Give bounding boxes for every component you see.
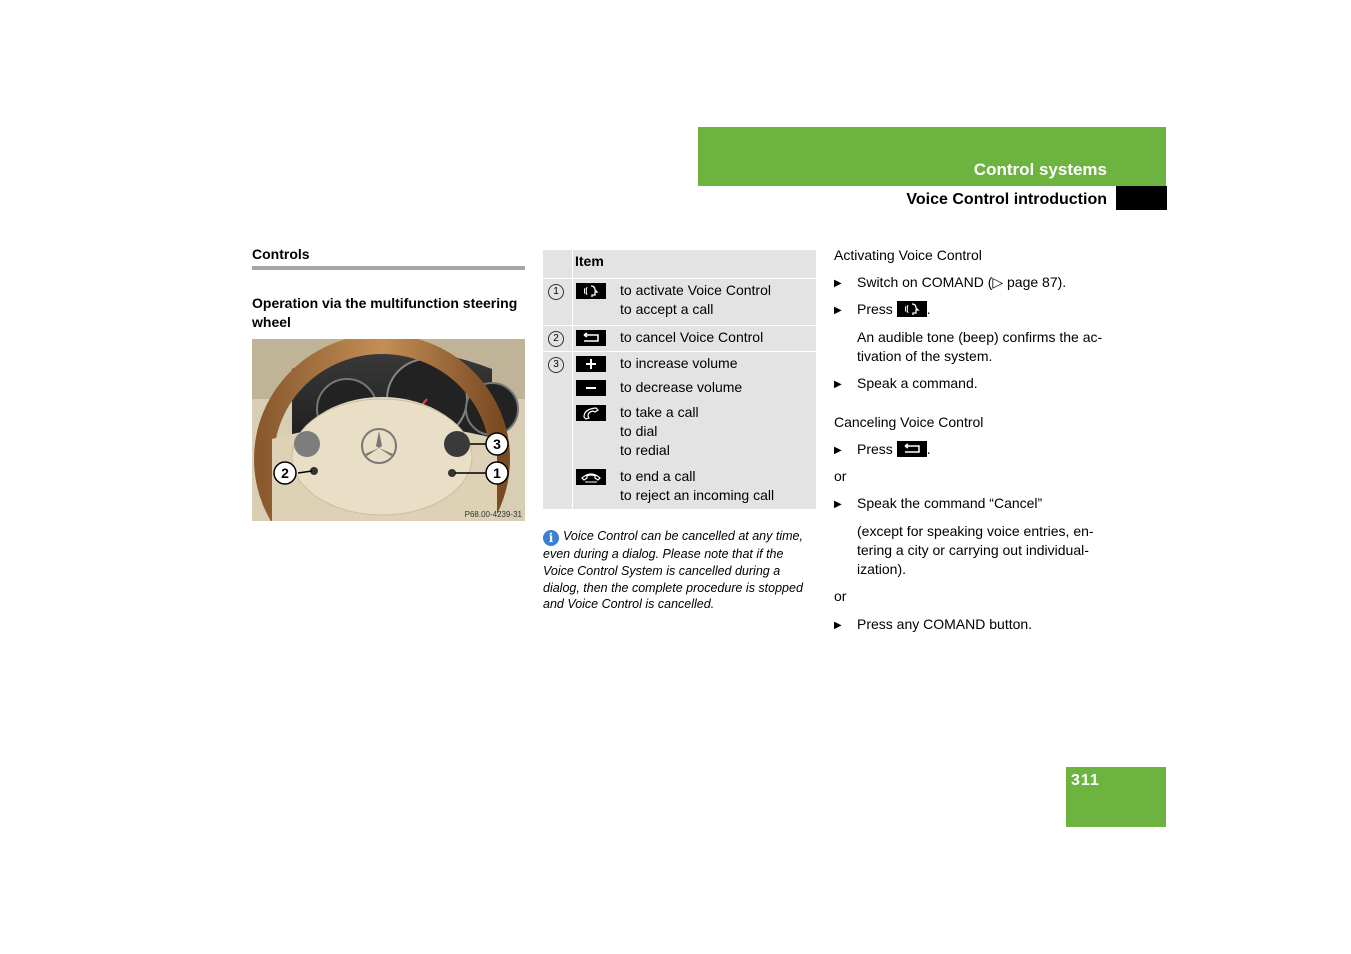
row-text: to cancel Voice Control: [620, 329, 764, 345]
phone-hangup-icon: [576, 469, 606, 485]
back-icon: [576, 330, 606, 346]
or-text: or: [834, 588, 847, 604]
row-text: to accept a call: [620, 301, 714, 317]
controls-heading: Controls: [252, 246, 310, 262]
plus-icon: [576, 356, 606, 372]
row-text: to dial: [620, 423, 658, 439]
row-text: to take a call: [620, 404, 699, 420]
activating-step-3: ▶ Speak a command.: [834, 374, 1114, 394]
table-row: [543, 326, 816, 352]
controls-table: [543, 250, 816, 509]
bullet-icon: ▶: [834, 499, 842, 510]
table-row: [543, 401, 816, 465]
back-icon: [897, 441, 927, 457]
operation-subheading: Operation via the multifunction steering wheel: [252, 295, 518, 330]
image-code: P68.00-4239-31: [464, 510, 522, 519]
row-number: 1: [548, 284, 564, 300]
or-text: or: [834, 468, 847, 484]
row-text: to redial: [620, 442, 670, 458]
table-row: [543, 279, 816, 326]
image-callout-2: 2: [281, 465, 289, 481]
activating-heading: Activating Voice Control: [834, 247, 982, 263]
heading-rule: [252, 266, 525, 270]
bullet-icon: ▶: [834, 278, 842, 289]
row-text: to end a call: [620, 468, 696, 484]
info-note-text: Voice Control can be cancelled at any time, even during a dialog. Please note that if the Voice Control System is cancelled during a dialog, then the complete procedure is stopped and Voice Control is cancelled.: [543, 529, 803, 612]
row-text: to reject an incoming call: [620, 487, 775, 503]
activating-step-1: ▶ Switch on COMAND (▷ page 87).: [834, 273, 1114, 293]
table-row: [543, 352, 816, 377]
image-callout-3: 3: [493, 436, 501, 452]
phone-pickup-icon: [576, 405, 606, 421]
bullet-icon: ▶: [834, 305, 842, 316]
table-row: [543, 376, 816, 401]
image-callout-1: 1: [493, 465, 501, 481]
row-number: 2: [548, 331, 564, 347]
canceling-step-3: ▶ Press any COMAND button.: [834, 615, 1114, 635]
section-title: Control systems: [973, 160, 1107, 179]
info-icon: i: [543, 530, 559, 546]
page-number: 311: [1071, 772, 1100, 789]
row-number: 3: [548, 357, 564, 373]
row-text: to increase volume: [620, 355, 738, 371]
table-header-row: [543, 250, 816, 279]
row-text: to activate Voice Control: [620, 282, 771, 298]
canceling-step-2: ▶ Speak the command “Cancel”: [834, 494, 1114, 514]
row-text: to decrease volume: [620, 379, 743, 395]
header-black-tab: [1116, 186, 1167, 210]
steering-wheel-image: [252, 339, 525, 521]
bullet-icon: ▶: [834, 379, 842, 390]
subsection-title: Voice Control introduction: [906, 191, 1107, 208]
table-header-item: Item: [573, 250, 817, 279]
voice-control-icon: [897, 301, 927, 317]
activating-step-2: ▶ Press .: [834, 300, 1114, 320]
activating-step-2-detail: An audible tone (beep) confirms the ac- tivation of the system.: [857, 329, 1103, 364]
canceling-step-2-detail: (except for speaking voice entries, en- tering a city or carrying out individual- ization).: [857, 523, 1094, 577]
voice-control-icon: [576, 283, 606, 299]
bullet-icon: ▶: [834, 620, 842, 631]
canceling-step-1: ▶ Press .: [834, 440, 1114, 460]
bullet-icon: ▶: [834, 445, 842, 456]
info-note: [543, 528, 816, 613]
minus-icon: [576, 380, 606, 396]
canceling-heading: Canceling Voice Control: [834, 414, 984, 430]
table-row: [543, 465, 816, 509]
